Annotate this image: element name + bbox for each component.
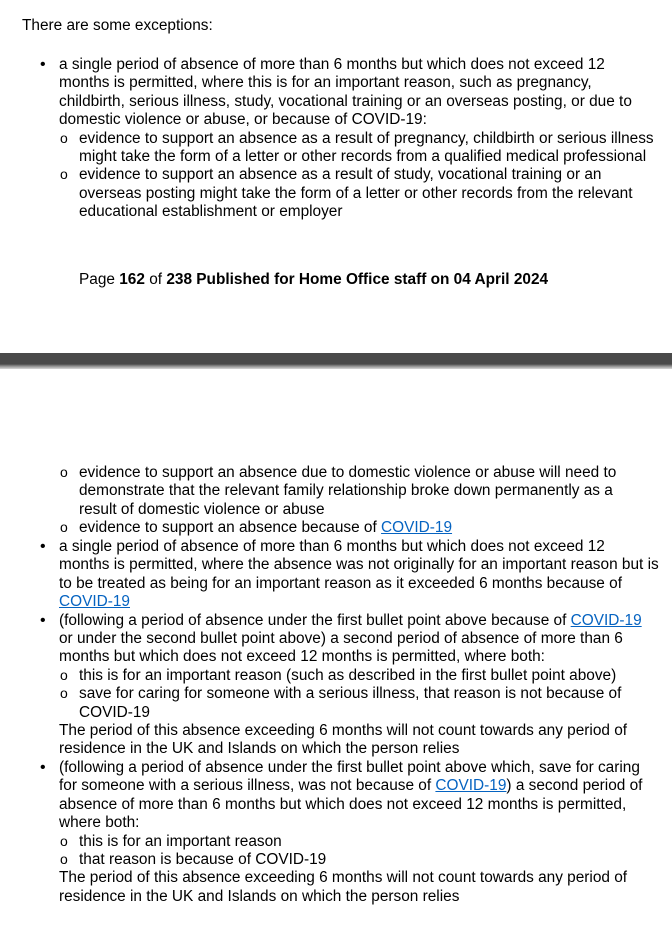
list-item: o that reason is because of COVID-19 — [79, 851, 659, 869]
sub-list — [0, 464, 627, 538]
exceptions-intro: There are some exceptions: — [22, 17, 213, 34]
continued-sub-wrapper — [0, 464, 672, 538]
page-number: 162 — [119, 271, 145, 288]
absence-note: The period of this absence exceeding 6 months will not count towards any period of residence in the UK and Islands on which the person relies — [59, 722, 628, 758]
list-item: o this is for an important reason (such as described in the first bullet point above) — [79, 667, 659, 685]
list-item: o evidence to support an absence as a result of pregnancy, childbirth or serious illness might take the form of a letter or other records from a qualified medical professional — [79, 130, 659, 167]
list-item — [59, 759, 659, 906]
exceptions-list — [59, 56, 659, 222]
list-item — [59, 538, 659, 612]
page-word: Page — [79, 271, 115, 288]
bullet-text: a single period of absence of more than 6 months but which does not exceed 12 months is permitted, where this is for an important reason, such as pregnancy, childbirth, serious illness, study, vocational training or an overseas posting, or due to domestic violence or abuse, or because of COVID-19: — [59, 56, 632, 129]
published-note: Published for Home Office staff on 04 April 2024 — [196, 271, 549, 288]
sub-list — [59, 667, 659, 722]
covid-19-link[interactable]: COVID-19 — [381, 519, 453, 537]
list-item — [59, 612, 659, 759]
sub-list — [59, 833, 659, 870]
absence-note: The period of this absence exceeding 6 months will not count towards any period of residence in the UK and Islands on which the person relies — [59, 869, 628, 905]
bullet-suffix: or under the second bullet point above) a second period of absence of more than 6 months but which does not exceed 12 months is permitted, where both: — [59, 630, 623, 666]
bullet-prefix: (following a period of absence under the first bullet point above which, save for caring for someone with a serious illness, was not because of — [59, 758, 640, 795]
list-item: o this is for an important reason — [79, 833, 659, 851]
list-item — [59, 56, 659, 222]
covid-19-link[interactable]: COVID-19 — [435, 777, 507, 795]
list-item — [79, 519, 627, 537]
exceptions-list-continued — [0, 464, 672, 538]
list-item: o evidence to support an absence as a result of study, vocational training or an overseas posting might take the form of a letter or other records from the relevant educational establishment or employer — [79, 166, 659, 221]
bullet-suffix: ) a second period of absence of more than 6 months but which does not exceed 12 months is permitted, where both: — [59, 777, 643, 832]
page-total: 238 — [166, 271, 193, 288]
list-item: o save for caring for someone with a serious illness, that reason is not because of COVID-19 — [79, 685, 659, 722]
exceptions-list-page2 — [59, 538, 659, 906]
of-word: of — [149, 271, 163, 288]
document-page-162 — [0, 0, 672, 353]
page-footer — [79, 271, 548, 289]
covid-19-link[interactable]: COVID-19 — [570, 611, 642, 629]
list-item: o • evidence to support an absence due to domestic violence or abuse will need to demonstrate that the relevant family relationship broke down permanently as a result of domestic violence or abuse — [79, 464, 627, 519]
covid-19-link[interactable]: COVID-19 — [59, 593, 130, 611]
covid-prefix: evidence to support an absence because of — [79, 519, 377, 537]
page-divider — [0, 353, 672, 369]
sub-list — [59, 130, 659, 222]
bullet-prefix: (following a period of absence under the first bullet point above because of — [59, 611, 567, 629]
bullet-text: a single period of absence of more than 6 months but which does not exceed 12 months is permitted, where the absence was not originally for an important reason but is to be treated as being for an important reason as it exceeded 6 months because of — [59, 538, 659, 592]
